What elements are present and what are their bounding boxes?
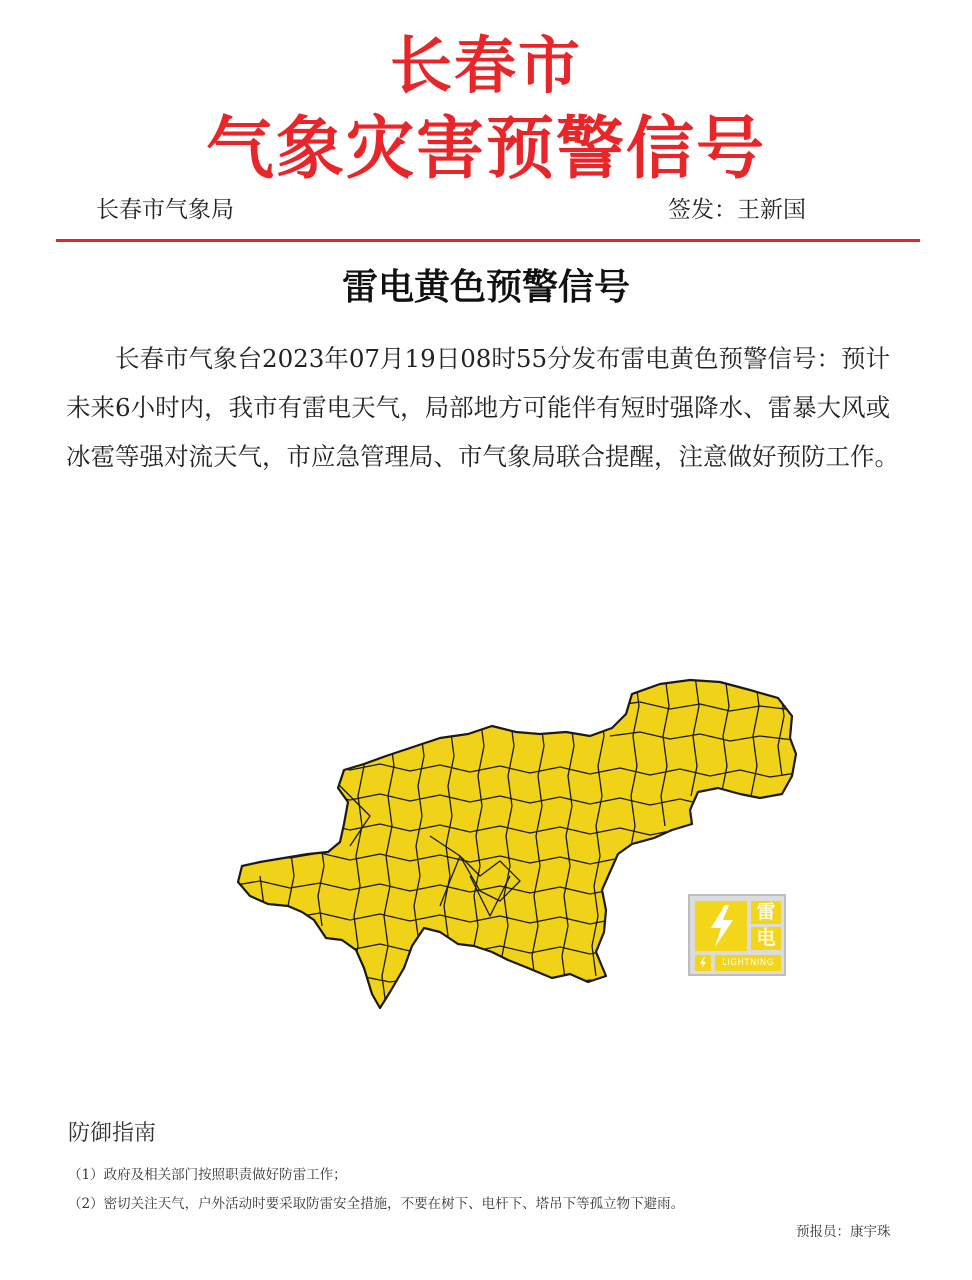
lightning-warning-badge <box>688 894 786 976</box>
title-line-warning: 气象灾害预警信号 <box>205 110 766 189</box>
badge-english-label: LIGHTNING <box>715 955 781 971</box>
badge-glyph-bottom: 电 <box>751 927 781 950</box>
guide-title: 防御指南 <box>68 1121 157 1146</box>
signal-title: 雷电黄色预警信号 <box>341 267 630 308</box>
issuer: 长春市气象局 <box>96 197 234 223</box>
lightning-icon <box>695 901 747 951</box>
guide-item: （2）密切关注天气，户外活动时要采取防雷安全措施，不要在树下、电杆下、塔吊下等孤立物下避雨。 <box>68 1196 685 1212</box>
header-divider <box>56 239 920 242</box>
signal-body: 长春市气象台2023年07月19日08时55分发布雷电黄色预警信号：预计未来6小时内，我市有雷电天气，局部地方可能伴有短时强降水、雷暴大风或冰雹等强对流天气，市应急管理局、市气象局联合提醒，注意做好预防工作。 <box>66 344 899 471</box>
small-lightning-icon <box>695 955 711 971</box>
badge-glyph-top: 雷 <box>751 901 781 924</box>
signer: 签发：王新国 <box>668 197 806 223</box>
title-line-city: 长春市 <box>389 29 582 102</box>
forecaster: 预报员：康宇珠 <box>796 1224 891 1240</box>
guide-item: （1）政府及相关部门按照职责做好防雷工作； <box>68 1167 347 1183</box>
